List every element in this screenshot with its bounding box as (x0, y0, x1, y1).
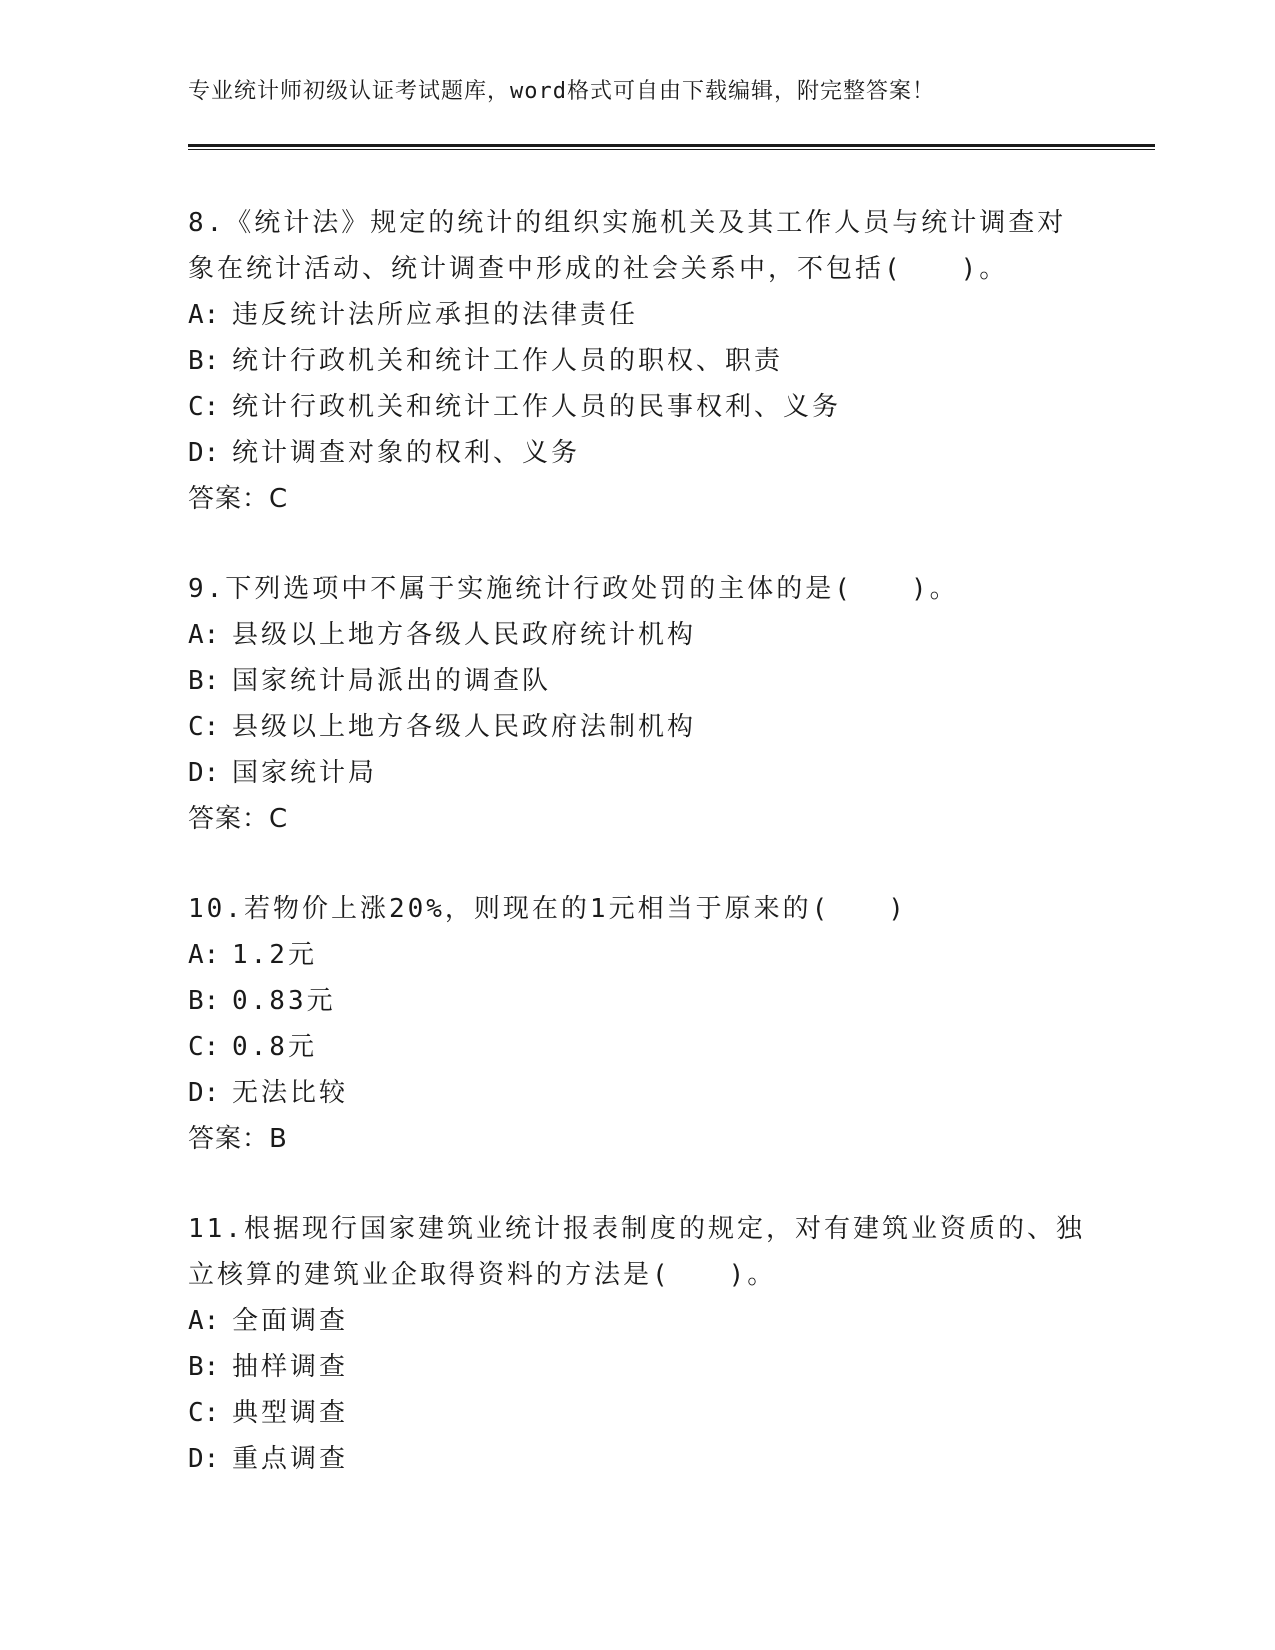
question-text: 9.下列选项中不属于实施统计行政处罚的主体的是( )。 (188, 574, 959, 604)
option-text: 无法比较 (232, 1078, 349, 1108)
option-text: 统计行政机关和统计工作人员的民事权利、义务 (232, 392, 842, 422)
option-a (188, 932, 1088, 978)
question-text: 立核算的建筑业企取得资料的方法是( )。 (188, 1260, 777, 1290)
option-text: 国家统计局 (232, 758, 378, 788)
option-c (188, 704, 1088, 750)
option-a (188, 1298, 1088, 1344)
option-a (188, 612, 1088, 658)
option-text: 全面调查 (232, 1306, 349, 1336)
option-b (188, 1344, 1088, 1390)
option-a (188, 292, 1088, 338)
answer-line: 答案：B (188, 1124, 288, 1154)
option-letter: A: (188, 620, 220, 650)
answer-line: 答案：C (188, 804, 289, 834)
question-text: 8.《统计法》规定的统计的组织实施机关及其工作人员与统计调查对 (188, 208, 1067, 238)
option-d (188, 750, 1088, 796)
question-list (188, 200, 1088, 1526)
option-text: 县级以上地方各级人民政府法制机构 (232, 712, 697, 742)
option-letter: B: (188, 346, 220, 376)
option-b (188, 338, 1088, 384)
option-b (188, 978, 1088, 1024)
option-letter: C: (188, 392, 220, 422)
option-text: 统计行政机关和统计工作人员的职权、职责 (232, 346, 784, 376)
question-item (188, 566, 1088, 842)
option-text: 0.83元 (232, 986, 336, 1016)
option-letter: A: (188, 300, 220, 330)
option-text: 违反统计法所应承担的法律责任 (232, 300, 639, 330)
option-d (188, 1070, 1088, 1116)
question-text: 象在统计活动、统计调查中形成的社会关系中，不包括( )。 (188, 254, 1009, 284)
option-letter: C: (188, 712, 220, 742)
option-text: 1.2元 (232, 940, 317, 970)
option-text: 典型调查 (232, 1398, 349, 1428)
option-letter: D: (188, 438, 220, 468)
option-text: 重点调查 (232, 1444, 349, 1474)
answer-line: 答案：C (188, 484, 289, 514)
option-text: 县级以上地方各级人民政府统计机构 (232, 620, 697, 650)
option-b (188, 658, 1088, 704)
option-d (188, 430, 1088, 476)
question-text: 10.若物价上涨20%，则现在的1元相当于原来的( ) (188, 894, 907, 924)
header-divider (188, 144, 1155, 150)
option-c (188, 1390, 1088, 1436)
option-letter: D: (188, 1444, 220, 1474)
option-d (188, 1436, 1088, 1482)
option-text: 0.8元 (232, 1032, 317, 1062)
option-c (188, 1024, 1088, 1070)
question-item (188, 200, 1088, 522)
option-text: 统计调查对象的权利、义务 (232, 438, 581, 468)
question-item (188, 1206, 1088, 1482)
question-item (188, 886, 1088, 1162)
option-text: 抽样调查 (232, 1352, 349, 1382)
option-letter: B: (188, 1352, 220, 1382)
option-letter: A: (188, 940, 220, 970)
option-letter: C: (188, 1032, 220, 1062)
option-letter: C: (188, 1398, 220, 1428)
page-header: 专业统计师初级认证考试题库，word格式可自由下载编辑，附完整答案！ (188, 79, 935, 104)
option-letter: B: (188, 986, 220, 1016)
option-letter: D: (188, 758, 220, 788)
option-letter: D: (188, 1078, 220, 1108)
option-c (188, 384, 1088, 430)
option-letter: B: (188, 666, 220, 696)
question-text: 11.根据现行国家建筑业统计报表制度的规定，对有建筑业资质的、独 (188, 1214, 1085, 1244)
option-text: 国家统计局派出的调查队 (232, 666, 552, 696)
option-letter: A: (188, 1306, 220, 1336)
